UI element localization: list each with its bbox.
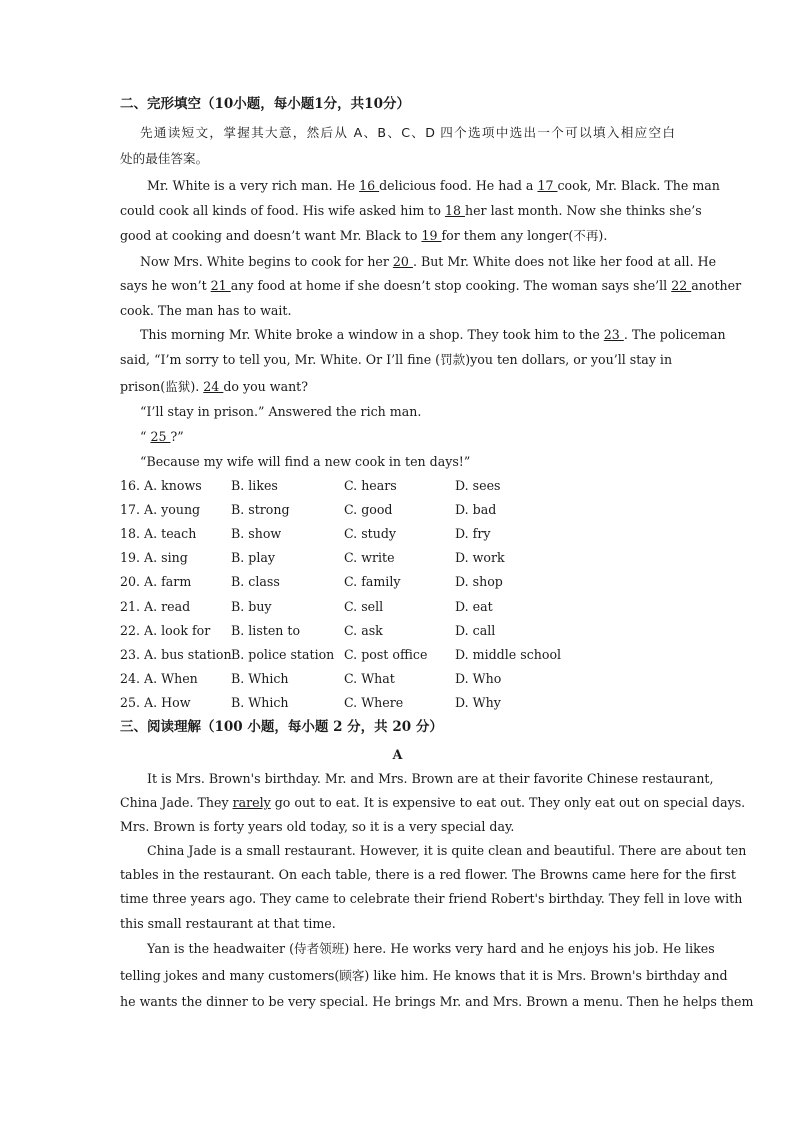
blank-22: 22 [671,278,692,293]
reading-p2-line-4: this small restaurant at that time. [120,916,336,931]
reading-p2-line-1: China Jade is a small restaurant. However, it is quite clean and beautiful. There are about ten [147,843,747,858]
reading-p1-line-2: China Jade. They rarely go out to eat. It is expensive to eat out. They only eat out on special days. [120,795,746,810]
cloze-p2-line-1: Now Mrs. White begins to cook for her 20 . But Mr. White does not like her food at all. He [140,254,717,269]
blank-25: 25 [150,429,171,444]
underlined-word-rarely: rarely [232,795,271,810]
cloze-p3-line-1: This morning Mr. White broke a window in a shop. They took him to the 23 . The policeman [140,327,726,342]
reading-p3-line-1: Yan is the headwaiter (侍者领班) here. He works very hard and he enjoys his job. He likes [147,941,715,956]
blank-17: 17 [537,178,558,193]
cloze-p5: “ 25 ?” [140,429,184,444]
blank-16: 16 [359,178,380,193]
section3-heading: 三、阅读理解（100 小题，每小题 2 分，共 20 分） [120,719,443,735]
blank-21: 21 [210,278,231,293]
cloze-p6: “Because my wife will find a new cook in ten days!” [140,454,471,469]
cloze-p3-line-3: prison(监狱). 24 do you want? [120,379,308,394]
instruction-line-2: 处的最佳答案。 [120,151,209,166]
cloze-p4: “I’ll stay in prison.” Answered the rich man. [140,404,422,419]
cloze-p2-line-3: cook. The man has to wait. [120,303,292,318]
reading-p3-line-2: telling jokes and many customers(顾客) like him. He knows that it is Mrs. Brown's birthday and [120,968,728,983]
blank-19: 19 [421,228,442,243]
section2-heading: 二、完形填空（10小题，每小题1分，共10分） [120,96,410,112]
cloze-p1-line-2: could cook all kinds of food. His wife asked him to 18 her last month. Now she thinks she’s [120,203,702,218]
blank-24: 24 [203,379,224,394]
reading-p1-line-3: Mrs. Brown is forty years old today, so it is a very special day. [120,819,515,834]
passage-label: A [392,747,403,762]
blank-18: 18 [444,203,465,218]
cloze-p3-line-2: said, “I’m sorry to tell you, Mr. White. Or I’ll fine (罚款)you ten dollars, or you’ll stay in [120,352,673,367]
cloze-p2-line-2: says he won’t 21 any food at home if she doesn’t stop cooking. The woman says she’ll 22 another [120,278,742,293]
reading-p2-line-2: tables in the restaurant. On each table, there is a red flower. The Browns came here for the first [120,867,736,882]
reading-p3-line-3: he wants the dinner to be very special. He brings Mr. and Mrs. Brown a menu. Then he helps them [120,994,754,1009]
blank-20: 20 [392,254,413,269]
reading-p1-line-1: It is Mrs. Brown's birthday. Mr. and Mrs. Brown are at their favorite Chinese restaurant, [147,771,714,786]
blank-23: 23 [603,327,624,342]
reading-p2-line-3: time three years ago. They came to celebrate their friend Robert's birthday. They fell in love with [120,891,743,906]
cloze-p1-line-1: Mr. White is a very rich man. He 16 delicious food. He had a 17 cook, Mr. Black. The man [147,178,720,193]
instruction-line-1: 先通读短文，掌握其大意，然后从 A、B、C、D 四个选项中选出一个可以填入相应空白 [140,125,675,140]
cloze-p1-line-3: good at cooking and doesn’t want Mr. Black to 19 for them any longer(不再). [120,228,608,243]
exam-page: 二、完形填空（10小题，每小题1分，共10分） 先通读短文，掌握其大意，然后从 A、B、C、D 四个选项中选出一个可以填入相应空白 处的最佳答案。 Mr. White is a very rich man. He 16 delicious food. He had a 17 cook, Mr. Black. The man could cook all kinds of food. His wife asked him to 18 her last month. Now she thinks she’s good at cooking and doesn’t want Mr. Black to 19 for them any longer(不再). Now Mrs. White begins to cook for her 20 . But Mr. White does not like her food at all. He says he won’t 21 any food at home if she doesn’t stop cooking. The woman says she’ll 22 another cook. The man has to wait. This morning Mr. White broke a window in a shop. They took him to the 23 . The policeman said, “I’m sorry to tell you, Mr. White. Or I’ll fine (罚款)you ten dollars, or you’ll stay in prison(监狱). 24 do you want? “I’ll stay in prison.” Answered the rich man. “ 25 ?” “Because my wife will find a new cook in ten days!” 16. A. knows B. likes C. hears D. sees 17. A. young B. strong C. good D. bad 18. A. teach B. show C. study D. fry 19. A. sing B. play C. write D. work 20. A. farm B. class C. family D. shop 21. A. read B. buy C. sell D. eat 22. A. look for B. listen to C. ask D. call 23. A. bus station B. police station C. post office D. middle school 24. A. When B. Which C. What D. Who 25. A. How B. Which C. Where D. Why 三、阅读理解（100 小题，每小题 2 分，共 20 分） A It is Mrs. Brown's birthday. Mr. and Mrs. Brown are at their favorite Chinese restaurant, China Jade. They rarely go out to eat. It is expensive to eat out. They only eat out on special days. Mrs. Brown is forty years old today, so it is a very special day. China Jade is a small restaurant. However, it is quite clean and beautiful. There are about ten tables in the restaurant. On each table, there is a red flower. The Browns came here for the first time three years ago. They came to celebrate their friend Robert's birthday. They fell in love with this small restaurant at that time. Yan is the headwaiter (侍者领班) here. He works very hard and he enjoys his job. He likes telling jokes and many customers(顾客) like him. He knows that it is Mrs. Brown's birthday and he wants the dinner to be very special. He brings Mr. and Mrs. Brown a menu. Then he helps them [120,96,754,1009]
